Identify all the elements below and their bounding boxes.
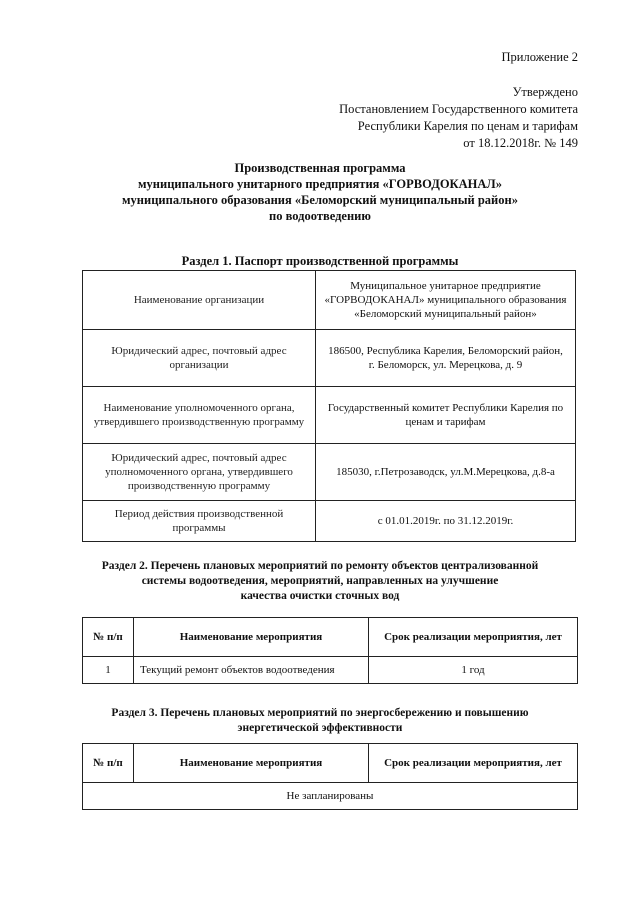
table-row bbox=[83, 657, 578, 684]
column-header-name: Наименование мероприятия bbox=[134, 744, 369, 783]
cell-name: Текущий ремонт объектов водоотведения bbox=[134, 657, 369, 684]
cell-term: 1 год bbox=[369, 657, 578, 684]
heading-line: энергетической эффективности bbox=[237, 722, 403, 734]
passport-value: 186500, Республика Карелия, Беломорский район, г. Беломорск, ул. Мерецкова, д. 9 bbox=[316, 330, 576, 387]
column-header-name: Наименование мероприятия bbox=[134, 618, 369, 657]
approval-line: Постановлением Государственного комитета bbox=[339, 102, 578, 116]
appendix-label: Приложение 2 bbox=[501, 50, 578, 64]
passport-label: Период действия производственной программы bbox=[83, 501, 316, 542]
title-line: по водоотведению bbox=[269, 209, 371, 223]
section1-heading: Раздел 1. Паспорт производственной программы bbox=[181, 254, 459, 268]
approval-line: Утверждено bbox=[512, 85, 578, 99]
passport-value: с 01.01.2019г. по 31.12.2019г. bbox=[316, 501, 576, 542]
title-line: муниципального образования «Беломорский муниципальный район» bbox=[122, 193, 518, 207]
passport-label: Юридический адрес, почтовый адрес уполномоченного органа, утвердившего производственную программу bbox=[83, 444, 316, 501]
passport-value: Государственный комитет Республики Карелия по ценам и тарифам bbox=[316, 387, 576, 444]
document-title bbox=[0, 160, 640, 224]
column-header-term: Срок реализации мероприятия, лет bbox=[369, 618, 578, 657]
table-row bbox=[83, 444, 576, 501]
heading-line: качества очистки сточных вод bbox=[240, 590, 400, 602]
column-header-number: № п/п bbox=[83, 618, 134, 657]
empty-note-cell: Не запланированы bbox=[83, 783, 578, 810]
passport-value: Муниципальное унитарное предприятие «ГОРВОДОКАНАЛ» муниципального образования «Беломорский муниципальный район» bbox=[316, 271, 576, 330]
heading-line: системы водоотведения, мероприятий, направленных на улучшение bbox=[141, 575, 499, 587]
approval-block bbox=[339, 84, 578, 152]
column-header-number: № п/п bbox=[83, 744, 134, 783]
title-line: муниципального унитарного предприятия «ГОРВОДОКАНАЛ» bbox=[138, 177, 502, 191]
heading-line: Раздел 2. Перечень плановых мероприятий по ремонту объектов централизованной bbox=[101, 560, 539, 572]
approval-line: Республики Карелия по ценам и тарифам bbox=[357, 119, 578, 133]
section2-heading bbox=[0, 559, 640, 604]
passport-table bbox=[82, 270, 576, 542]
heading-line: Раздел 3. Перечень плановых мероприятий по энергосбережению и повышению bbox=[111, 707, 529, 719]
section3-heading bbox=[0, 706, 640, 736]
passport-label: Наименование уполномоченного органа, утвердившего производственную программу bbox=[83, 387, 316, 444]
passport-label: Юридический адрес, почтовый адрес организации bbox=[83, 330, 316, 387]
column-header-term: Срок реализации мероприятия, лет bbox=[369, 744, 578, 783]
title-line: Производственная программа bbox=[234, 161, 406, 175]
passport-label: Наименование организации bbox=[83, 271, 316, 330]
table-row bbox=[83, 501, 576, 542]
table-header-row bbox=[83, 744, 578, 783]
table-header-row bbox=[83, 618, 578, 657]
energy-measures-table bbox=[82, 743, 578, 810]
approval-date-line: от 18.12.2018г. № 149 bbox=[463, 136, 578, 150]
passport-value: 185030, г.Петрозаводск, ул.М.Мерецкова, д.8-а bbox=[316, 444, 576, 501]
table-row bbox=[83, 783, 578, 810]
table-row bbox=[83, 271, 576, 330]
table-row bbox=[83, 330, 576, 387]
cell-number: 1 bbox=[83, 657, 134, 684]
table-row bbox=[83, 387, 576, 444]
repair-measures-table bbox=[82, 617, 578, 684]
